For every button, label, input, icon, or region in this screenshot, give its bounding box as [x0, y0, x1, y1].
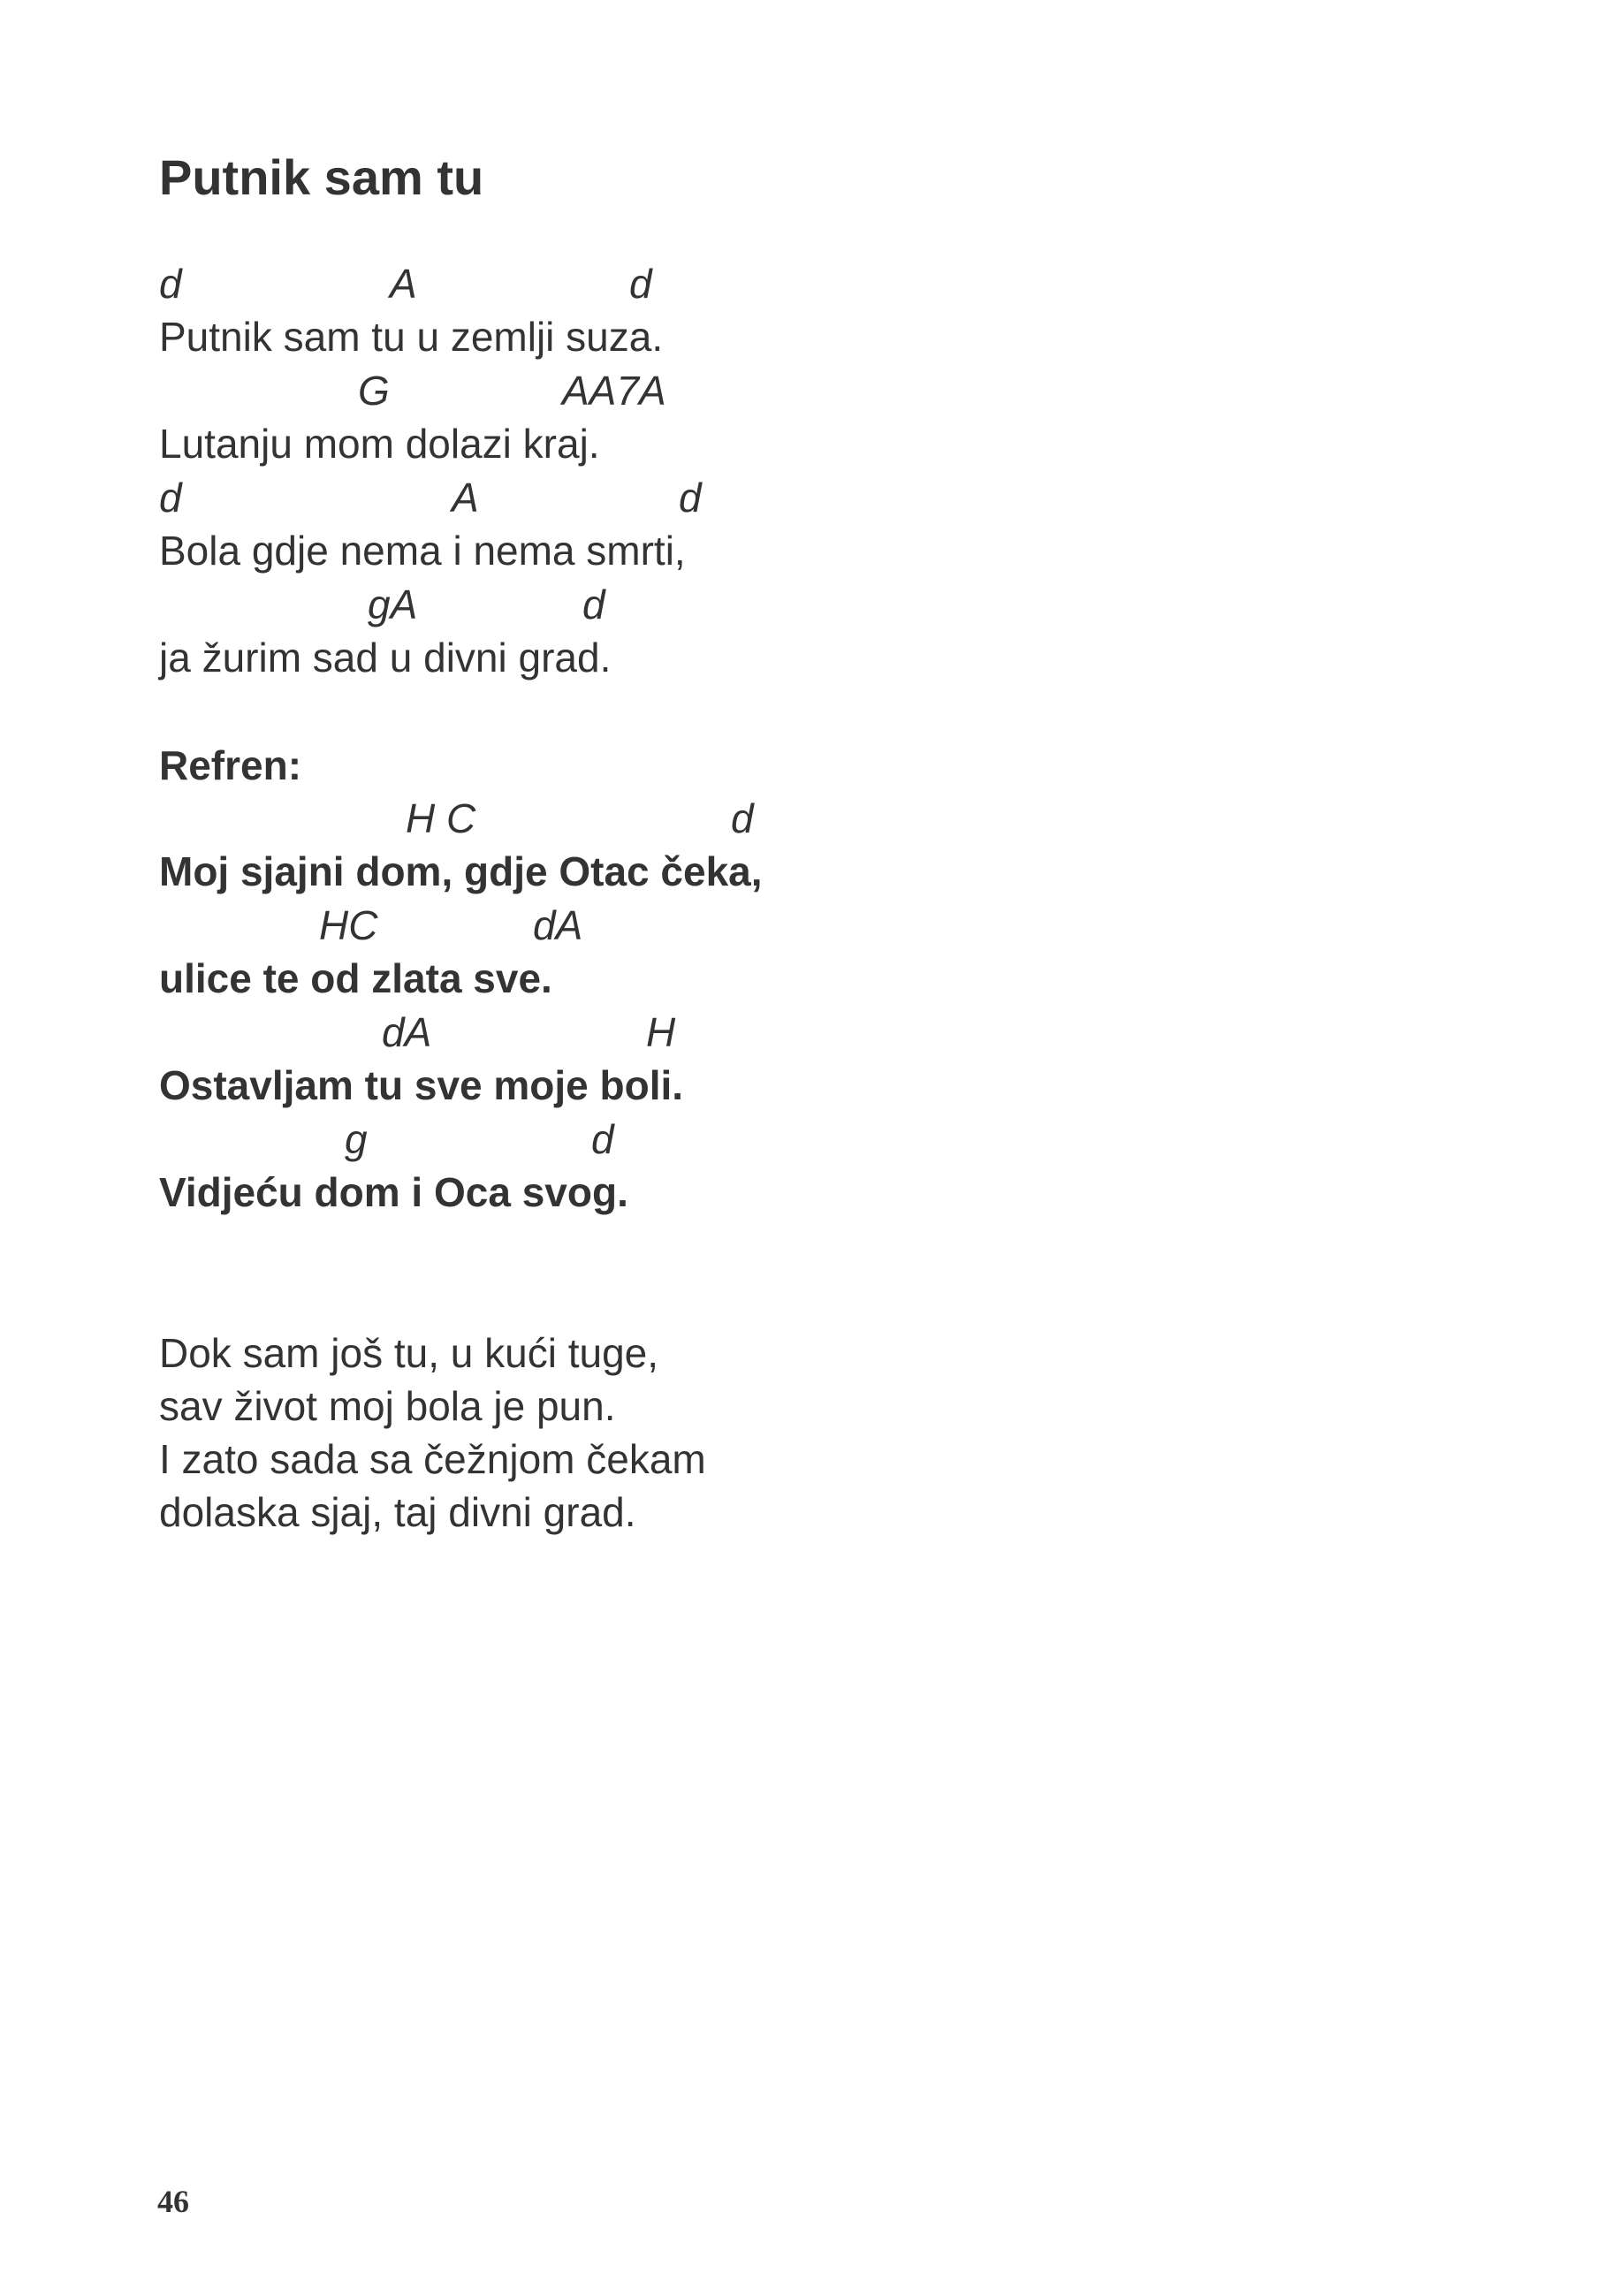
lyric-line: Dok sam još tu, u kući tuge,	[159, 1330, 659, 1376]
chord: G	[358, 368, 390, 414]
chord: HC	[319, 902, 378, 948]
chord: AA7A	[562, 368, 666, 414]
chord: gA	[368, 582, 418, 627]
refrain-line: Ostavljam tu sve moje boli.	[159, 1062, 684, 1108]
chord: d	[731, 795, 754, 841]
chord: d	[159, 475, 182, 521]
song-title: Putnik sam tu	[159, 149, 484, 205]
lyric-line: Putnik sam tu u zemlji suza.	[159, 314, 664, 360]
chord: A	[390, 261, 417, 307]
chord: d	[591, 1116, 614, 1162]
chord: d	[679, 475, 702, 521]
refrain-line: ulice te od zlata sve.	[159, 955, 552, 1001]
lyric-line: ja žurim sad u divni grad.	[159, 635, 612, 680]
chord: dA	[533, 902, 583, 948]
chord: d	[629, 261, 652, 307]
page-number: 46	[157, 2184, 189, 2219]
chord: g	[345, 1116, 368, 1162]
chord: H	[646, 1009, 676, 1055]
chord: d	[159, 261, 182, 307]
lyric-line: Lutanju mom dolazi kraj.	[159, 421, 600, 467]
lyric-line: sav život moj bola je pun.	[159, 1383, 616, 1429]
chord: d	[582, 582, 605, 627]
refrain-label: Refren:	[159, 742, 302, 788]
chord: H C	[406, 795, 476, 841]
refrain-line: Vidjeću dom i Oca svog.	[159, 1169, 628, 1215]
refrain-line: Moj sjajni dom, gdje Otac čeka,	[159, 848, 763, 894]
chord: A	[452, 475, 479, 521]
lyric-line: Bola gdje nema i nema smrti,	[159, 528, 686, 574]
lyric-line: dolaska sjaj, taj divni grad.	[159, 1489, 636, 1535]
chord: dA	[382, 1009, 432, 1055]
lyric-line: I zato sada sa čežnjom čekam	[159, 1436, 706, 1482]
